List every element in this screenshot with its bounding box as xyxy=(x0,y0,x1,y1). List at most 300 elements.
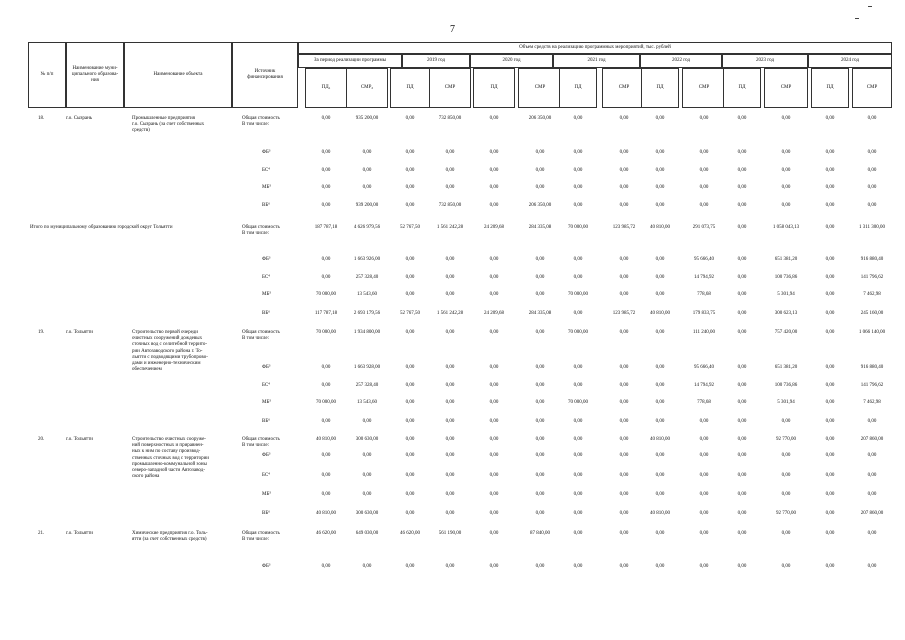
row-value: 0,00 xyxy=(825,400,835,405)
row-value: 0,00 xyxy=(573,275,583,280)
row-value: 0,00 xyxy=(535,292,545,297)
header-source: Источник финансирования xyxy=(232,42,298,108)
row-municipality: г.о. Сызрань xyxy=(66,116,93,121)
row-value: 0,00 xyxy=(737,492,747,497)
row-value: 0,00 xyxy=(445,383,455,388)
row-value: 0,00 xyxy=(825,365,835,370)
row-value: 14 794,92 xyxy=(694,383,714,388)
row-value: 0,00 xyxy=(321,116,331,121)
row-value: 0,00 xyxy=(737,275,747,280)
row-value: 0,00 xyxy=(655,330,665,335)
header-pd: ПД xyxy=(473,68,515,108)
row-value: 0,00 xyxy=(699,150,709,155)
row-value: 245 160,00 xyxy=(860,311,884,316)
row-value: 0,00 xyxy=(737,383,747,388)
row-value: 0,00 xyxy=(781,185,791,190)
row-source: ФБ³ xyxy=(262,150,271,155)
row-value: 0,00 xyxy=(573,492,583,497)
row-value: 0,00 xyxy=(825,473,835,478)
row-value: 0,00 xyxy=(737,168,747,173)
row-value: 0,00 xyxy=(655,383,665,388)
row-value: 284 335,08 xyxy=(528,225,552,230)
row-value: 0,00 xyxy=(619,168,629,173)
row-value: 0,00 xyxy=(405,292,415,297)
header-footnote-mark: 2 xyxy=(371,85,374,90)
row-value: 0,00 xyxy=(445,492,455,497)
row-value: 14 794,92 xyxy=(694,275,714,280)
row-value: 284 335,08 xyxy=(528,311,552,316)
row-value: 0,00 xyxy=(405,168,415,173)
row-value: 0,00 xyxy=(825,453,835,458)
row-value: 0,00 xyxy=(699,419,709,424)
row-value: 0,00 xyxy=(405,116,415,121)
row-value: 0,00 xyxy=(405,150,415,155)
row-value: 0,00 xyxy=(825,564,835,569)
row-value: 651 381,20 xyxy=(774,257,798,262)
row-value: 916 880,40 xyxy=(860,257,884,262)
row-value: 0,00 xyxy=(489,150,499,155)
row-value: 0,00 xyxy=(321,203,331,208)
row-value: 0,00 xyxy=(489,383,499,388)
row-value: 0,00 xyxy=(445,365,455,370)
row-value: 0,00 xyxy=(489,185,499,190)
row-value: 935 200,00 xyxy=(355,116,379,121)
row-value: 0,00 xyxy=(737,419,747,424)
row-value: 0,00 xyxy=(699,453,709,458)
row-value: 0,00 xyxy=(619,564,629,569)
row-value: 207 860,00 xyxy=(860,511,884,516)
row-value: 0,00 xyxy=(573,419,583,424)
row-source: БС⁴ xyxy=(262,168,270,173)
header-period: 2021 год xyxy=(553,54,640,68)
row-value: 0,00 xyxy=(362,185,372,190)
row-value: 0,00 xyxy=(699,473,709,478)
row-value: 0,00 xyxy=(781,150,791,155)
row-value: 0,00 xyxy=(405,492,415,497)
row-value: 24 209,68 xyxy=(484,311,504,316)
row-source: БС⁴ xyxy=(262,473,270,478)
row-value: 100 736,86 xyxy=(774,383,798,388)
row-value: 0,00 xyxy=(489,168,499,173)
row-value: 1 311 300,00 xyxy=(858,225,886,230)
row-value: 111 240,00 xyxy=(692,330,716,335)
row-value: 0,00 xyxy=(535,453,545,458)
row-source: МБ⁵ xyxy=(262,185,272,190)
row-value: 0,00 xyxy=(781,564,791,569)
row-value: 649 030,00 xyxy=(355,531,379,536)
row-value: 0,00 xyxy=(321,275,331,280)
header-pd: ПД xyxy=(390,68,430,108)
header-period: 2020 год xyxy=(470,54,553,68)
row-value: 0,00 xyxy=(321,365,331,370)
row-value: 1 934 800,00 xyxy=(353,330,381,335)
row-value: 732 850,00 xyxy=(438,203,462,208)
row-value: 0,00 xyxy=(445,168,455,173)
header-period: 2023 год xyxy=(722,54,808,68)
row-value: 207 860,00 xyxy=(860,437,884,442)
row-value: 0,00 xyxy=(535,564,545,569)
row-value: 0,00 xyxy=(321,150,331,155)
header-smr-label: СМР xyxy=(360,85,372,90)
row-value: 5 301,94 xyxy=(777,292,795,297)
row-value: 4 626 979,56 xyxy=(353,225,381,230)
row-value: 732 850,00 xyxy=(438,116,462,121)
row-value: 46 620,00 xyxy=(400,531,420,536)
row-value: 561 190,00 xyxy=(438,531,462,536)
row-value: 291 073,75 xyxy=(692,225,716,230)
row-source: Общая стоимость В том числе: xyxy=(242,437,280,449)
row-value: 0,00 xyxy=(405,473,415,478)
row-value: 0,00 xyxy=(619,116,629,121)
row-value: 0,00 xyxy=(737,453,747,458)
row-object: Строительство первой очереди очистных сооружений дождевых сточных вод с селитебной террито- рии Автозаводского района г. То- льятти с подводящими трубопрово- дами и инженерно-техническим обеспечением xyxy=(132,330,208,373)
row-value: 92 770,00 xyxy=(776,511,796,516)
row-value: 257 328,40 xyxy=(355,383,379,388)
row-value: 0,00 xyxy=(825,437,835,442)
row-value: 0,00 xyxy=(573,453,583,458)
row-source: Общая стоимость В том числе: xyxy=(242,225,280,237)
row-value: 0,00 xyxy=(699,531,709,536)
row-value: 0,00 xyxy=(489,419,499,424)
row-value: 0,00 xyxy=(825,275,835,280)
row-value: 0,00 xyxy=(619,419,629,424)
row-value: 0,00 xyxy=(535,473,545,478)
row-value: 0,00 xyxy=(825,511,835,516)
row-value: 0,00 xyxy=(321,383,331,388)
row-value: 0,00 xyxy=(781,116,791,121)
row-value: 0,00 xyxy=(619,511,629,516)
row-value: 939 200,00 xyxy=(355,203,379,208)
row-value: 0,00 xyxy=(321,185,331,190)
row-number: 20. xyxy=(38,437,45,442)
row-value: 40 810,00 xyxy=(650,311,670,316)
row-number: 21. xyxy=(38,531,45,536)
header-smr: СМР xyxy=(602,68,646,108)
row-value: 0,00 xyxy=(405,437,415,442)
row-value: 0,00 xyxy=(489,531,499,536)
row-value: 0,00 xyxy=(825,292,835,297)
row-value: 70 000,00 xyxy=(316,292,336,297)
row-value: 300 623,13 xyxy=(774,311,798,316)
row-value: 0,00 xyxy=(489,203,499,208)
row-value: 0,00 xyxy=(362,453,372,458)
header-num: № п/п xyxy=(28,42,66,108)
row-value: 0,00 xyxy=(535,383,545,388)
row-value: 0,00 xyxy=(867,116,877,121)
row-value: 0,00 xyxy=(535,257,545,262)
row-value: 100 736,86 xyxy=(774,275,798,280)
row-value: 0,00 xyxy=(535,275,545,280)
row-value: 70 000,00 xyxy=(568,225,588,230)
row-value: 0,00 xyxy=(867,203,877,208)
header-pd: ПД xyxy=(559,68,597,108)
row-value: 0,00 xyxy=(781,203,791,208)
row-value: 0,00 xyxy=(535,437,545,442)
row-value: 0,00 xyxy=(362,492,372,497)
row-value: 0,00 xyxy=(535,400,545,405)
row-value: 0,00 xyxy=(619,365,629,370)
row-value: 0,00 xyxy=(321,564,331,569)
row-value: 0,00 xyxy=(445,275,455,280)
row-value: 0,00 xyxy=(321,168,331,173)
row-value: 0,00 xyxy=(619,383,629,388)
row-value: 0,00 xyxy=(445,292,455,297)
row-value: 0,00 xyxy=(445,453,455,458)
row-value: 0,00 xyxy=(573,311,583,316)
row-source: БС⁴ xyxy=(262,275,270,280)
row-value: 0,00 xyxy=(737,437,747,442)
row-value: 0,00 xyxy=(781,419,791,424)
row-value: 0,00 xyxy=(405,257,415,262)
row-value: 0,00 xyxy=(619,437,629,442)
row-value: 0,00 xyxy=(699,511,709,516)
header-municipality: Наименование муни- ципального образова- ния xyxy=(66,42,124,108)
row-municipality: Итого по муниципальному образованию городской округ Тольятти xyxy=(30,225,173,230)
row-value: 0,00 xyxy=(573,257,583,262)
row-number: 18. xyxy=(38,116,45,121)
row-value: 0,00 xyxy=(573,564,583,569)
row-value: 0,00 xyxy=(362,150,372,155)
row-value: 0,00 xyxy=(655,185,665,190)
row-value: 0,00 xyxy=(535,419,545,424)
row-value: 0,00 xyxy=(655,292,665,297)
row-source: БС⁴ xyxy=(262,383,270,388)
row-value: 1 058 043,13 xyxy=(772,225,800,230)
row-value: 70 000,00 xyxy=(568,400,588,405)
row-value: 0,00 xyxy=(619,453,629,458)
row-value: 0,00 xyxy=(489,492,499,497)
row-value: 0,00 xyxy=(619,150,629,155)
row-value: 0,00 xyxy=(867,150,877,155)
row-municipality: г.о. Тольятти xyxy=(66,437,93,442)
row-object: Строительство очистных сооруже- ний поверхностных и приравнен- ных к ним по составу производ- ственных сточных вод с территории промышленно-коммунальной зоны северо-западной части Автозавод- ского района xyxy=(132,437,209,480)
row-value: 0,00 xyxy=(655,116,665,121)
row-value: 0,00 xyxy=(619,257,629,262)
row-value: 0,00 xyxy=(619,275,629,280)
row-value: 0,00 xyxy=(619,531,629,536)
row-value: 13 543,60 xyxy=(357,292,377,297)
row-value: 52 767,50 xyxy=(400,225,420,230)
row-value: 123 985,72 xyxy=(612,225,636,230)
row-value: 0,00 xyxy=(489,365,499,370)
row-value: 141 796,62 xyxy=(860,383,884,388)
row-municipality: г.о. Тольятти xyxy=(66,330,93,335)
row-value: 0,00 xyxy=(405,185,415,190)
row-value: 0,00 xyxy=(737,257,747,262)
row-value: 24 209,68 xyxy=(484,225,504,230)
row-value: 757 420,00 xyxy=(774,330,798,335)
row-value: 0,00 xyxy=(825,330,835,335)
row-value: 0,00 xyxy=(655,531,665,536)
row-value: 87 840,00 xyxy=(530,531,550,536)
row-source: ФБ³ xyxy=(262,564,271,569)
row-source: МБ⁵ xyxy=(262,492,272,497)
row-value: 0,00 xyxy=(655,168,665,173)
row-value: 651 381,20 xyxy=(774,365,798,370)
header-smr: СМР xyxy=(852,68,892,108)
row-value: 2 693 179,56 xyxy=(353,311,381,316)
row-value: 0,00 xyxy=(489,473,499,478)
row-value: 0,00 xyxy=(535,365,545,370)
row-value: 0,00 xyxy=(445,400,455,405)
row-value: 0,00 xyxy=(699,437,709,442)
header-pd-label: ПД xyxy=(321,85,329,90)
row-value: 92 770,00 xyxy=(776,437,796,442)
row-value: 0,00 xyxy=(737,330,747,335)
row-value: 300 630,00 xyxy=(355,511,379,516)
row-value: 0,00 xyxy=(737,116,747,121)
row-value: 0,00 xyxy=(535,330,545,335)
row-value: 0,00 xyxy=(825,383,835,388)
row-value: 916 880,40 xyxy=(860,365,884,370)
header-pd: ПД xyxy=(811,68,849,108)
row-value: 0,00 xyxy=(489,437,499,442)
row-value: 0,00 xyxy=(489,564,499,569)
row-value: 179 833,75 xyxy=(692,311,716,316)
row-value: 0,00 xyxy=(655,492,665,497)
header-pd: ПД xyxy=(723,68,761,108)
row-value: 0,00 xyxy=(362,564,372,569)
row-value: 0,00 xyxy=(489,292,499,297)
row-value: 0,00 xyxy=(445,330,455,335)
row-value: 0,00 xyxy=(825,225,835,230)
row-value: 0,00 xyxy=(737,365,747,370)
row-value: 1 561 242,28 xyxy=(436,225,464,230)
row-value: 70 000,00 xyxy=(568,292,588,297)
row-object: Промышленные предприятия г.о. Сызрань (за счет собственных средств) xyxy=(132,116,205,134)
row-value: 0,00 xyxy=(573,511,583,516)
row-value: 70 000,00 xyxy=(568,330,588,335)
row-value: 778,68 xyxy=(697,400,711,405)
row-value: 0,00 xyxy=(535,185,545,190)
row-value: 0,00 xyxy=(405,275,415,280)
row-value: 0,00 xyxy=(445,257,455,262)
row-value: 0,00 xyxy=(573,185,583,190)
row-value: 0,00 xyxy=(825,116,835,121)
row-value: 0,00 xyxy=(737,564,747,569)
row-value: 0,00 xyxy=(489,330,499,335)
row-value: 0,00 xyxy=(321,257,331,262)
row-value: 1 066 140,00 xyxy=(858,330,886,335)
row-value: 0,00 xyxy=(737,185,747,190)
row-value: 40 810,00 xyxy=(650,511,670,516)
row-value: 0,00 xyxy=(825,203,835,208)
row-value: 0,00 xyxy=(619,292,629,297)
row-value: 0,00 xyxy=(573,150,583,155)
row-source: ФБ³ xyxy=(262,257,271,262)
row-value: 0,00 xyxy=(737,531,747,536)
row-value: 0,00 xyxy=(655,564,665,569)
row-value: 0,00 xyxy=(405,203,415,208)
row-value: 0,00 xyxy=(405,564,415,569)
row-value: 0,00 xyxy=(619,492,629,497)
row-value: 0,00 xyxy=(825,257,835,262)
row-value: 1 561 242,28 xyxy=(436,311,464,316)
row-value: 0,00 xyxy=(573,531,583,536)
header-footnote-mark: 1 xyxy=(328,85,331,90)
row-value: 0,00 xyxy=(655,473,665,478)
row-value: 0,00 xyxy=(445,150,455,155)
row-value: 0,00 xyxy=(362,419,372,424)
row-value: 0,00 xyxy=(737,311,747,316)
row-value: 0,00 xyxy=(321,453,331,458)
row-value: 0,00 xyxy=(737,400,747,405)
row-value: 0,00 xyxy=(573,116,583,121)
row-value: 0,00 xyxy=(445,473,455,478)
row-value: 0,00 xyxy=(445,185,455,190)
row-value: 0,00 xyxy=(737,473,747,478)
header-smr: СМР xyxy=(764,68,808,108)
header-smr: СМР xyxy=(429,68,471,108)
row-value: 40 810,00 xyxy=(316,437,336,442)
row-value: 0,00 xyxy=(825,150,835,155)
row-value: 0,00 xyxy=(699,168,709,173)
row-value: 300 630,00 xyxy=(355,437,379,442)
row-value: 0,00 xyxy=(489,257,499,262)
row-value: 0,00 xyxy=(489,511,499,516)
row-source: ВБ⁶ xyxy=(262,511,270,516)
row-source: ВБ⁶ xyxy=(262,203,270,208)
row-source: МБ⁵ xyxy=(262,292,272,297)
header-period: 2022 год xyxy=(640,54,722,68)
row-value: 0,00 xyxy=(445,564,455,569)
row-value: 0,00 xyxy=(699,116,709,121)
header-smr: СМР xyxy=(518,68,562,108)
row-value: 40 810,00 xyxy=(650,437,670,442)
row-value: 0,00 xyxy=(405,365,415,370)
row-value: 95 666,40 xyxy=(694,257,714,262)
row-value: 0,00 xyxy=(573,365,583,370)
row-value: 0,00 xyxy=(573,168,583,173)
row-value: 0,00 xyxy=(619,185,629,190)
row-source: Общая стоимость В том числе: xyxy=(242,116,280,128)
row-source: ВБ⁶ xyxy=(262,311,270,316)
row-source: ФБ³ xyxy=(262,453,271,458)
header-object: Наименование объекта xyxy=(124,42,232,108)
row-value: 123 985,72 xyxy=(612,311,636,316)
row-source: Общая стоимость В том числе: xyxy=(242,531,280,543)
row-value: 7 462,98 xyxy=(863,400,881,405)
row-value: 52 767,50 xyxy=(400,311,420,316)
row-value: 0,00 xyxy=(445,511,455,516)
row-number: 19. xyxy=(38,330,45,335)
row-value: 0,00 xyxy=(655,275,665,280)
row-value: 0,00 xyxy=(867,453,877,458)
row-value: 0,00 xyxy=(655,257,665,262)
row-value: 0,00 xyxy=(699,203,709,208)
row-value: 0,00 xyxy=(737,225,747,230)
header-period: 2019 год xyxy=(402,54,470,68)
header-volume: Объем средств на реализацию программных мероприятий, тыс. рублей xyxy=(298,42,892,54)
row-value: 0,00 xyxy=(619,400,629,405)
row-value: 0,00 xyxy=(573,203,583,208)
row-value: 0,00 xyxy=(321,419,331,424)
row-value: 0,00 xyxy=(867,168,877,173)
row-value: 0,00 xyxy=(445,437,455,442)
row-source: ВБ⁶ xyxy=(262,419,270,424)
row-value: 0,00 xyxy=(781,453,791,458)
row-value: 0,00 xyxy=(867,564,877,569)
row-value: 0,00 xyxy=(825,492,835,497)
row-value: 141 796,62 xyxy=(860,275,884,280)
row-value: 0,00 xyxy=(619,473,629,478)
row-value: 0,00 xyxy=(655,203,665,208)
page-number: 7 xyxy=(450,24,455,35)
row-value: 0,00 xyxy=(867,419,877,424)
row-value: 0,00 xyxy=(321,473,331,478)
row-value: 0,00 xyxy=(655,150,665,155)
row-value: 0,00 xyxy=(573,383,583,388)
